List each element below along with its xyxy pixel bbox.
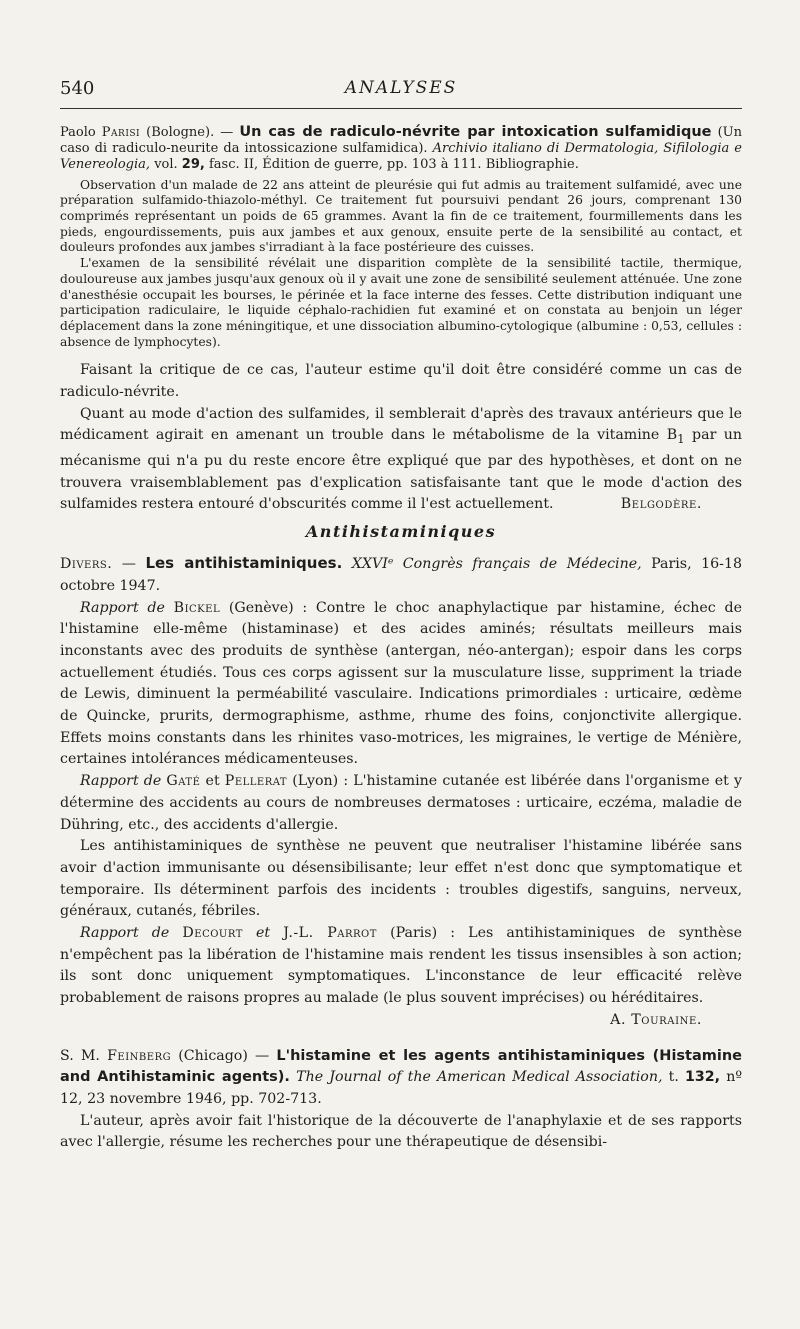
article-1-paragraph-4-a: Quant au mode d'action des sulfamides, il semblerait d'après des travaux antérieurs que le médicament agirait en amenant un trouble dans le métabolisme de la vitamine B xyxy=(60,405,742,444)
article-2-report-1-text: (Genève) : Contre le choc anaphylactique par histamine, échec de l'histamine elle-même (histaminase) et des acides aminés; résultats meilleurs mais inconstants avec des produits de synthèse (antergan, néo-antergan); espoir dans les corps actuellement étudiés. Tous ces corps agissent sur la musculature lisse, suppriment la triade de Lewis, diminuent la perméabilité vasculaire. Indications primordiales : urticaire, œdème de Quincke, prurits, dermographisme, asthme, rhume des foins, conjonctivite allergique. Effets moins constants dans les rhinites vaso-motrices, les migraines, le vertige de Ménière, certaines intolérances médicamenteuses. xyxy=(60,599,742,768)
article-1-title: Un cas de radiculo-névrite par intoxication sulfamidique xyxy=(239,124,712,140)
article-2-place-date: Paris, 16-18 octobre 1947. xyxy=(60,556,742,594)
article-1-location: (Bologne). — xyxy=(146,125,234,140)
article-3-reference xyxy=(60,1046,742,1111)
article-2-dash: — xyxy=(112,556,146,573)
section-heading: Antihistaminiques xyxy=(305,522,497,542)
article-3-author-initials: S. M. xyxy=(60,1047,100,1064)
article-2-report-3-text: (Paris) : Les antihistaminiques de synthèse n'empêchent pas la libération de l'histamine mais rendent les tissus insensibles à son action; ils sont donc uniquement symptomatiques. L'inconstance de leur efficacité relève probablement de raisons propres au malade (le plus souvent imprécises) ou héréditaires. xyxy=(60,925,742,1007)
article-2-author: Divers. xyxy=(60,556,113,573)
article-1-subscript: 1 xyxy=(677,432,685,447)
article-2-report-3-label: Rapport de xyxy=(80,925,170,942)
article-1-reference xyxy=(60,124,742,174)
article-2-congress: XXVIᵉ Congrès français de Médecine, xyxy=(351,556,642,573)
article-3-vol-label: t. xyxy=(668,1069,679,1086)
article-2-report-2-label: Rapport xyxy=(80,773,139,790)
article-3-journal: The Journal of the American Medical Association, xyxy=(296,1069,663,1086)
article-1-volume: 29, xyxy=(181,157,205,173)
article-2-report-2-text: (Lyon) : L'histamine cutanée est libérée dans l'organisme et y détermine des accidents au cours de nombreuses dermatoses : urticaire, eczéma, maladie de Dühring, etc., des accidents d'allergie. xyxy=(60,773,742,833)
article-2-report-3 xyxy=(60,923,742,1028)
article-3-paragraph-1: L'auteur, après avoir fait l'historique de la découverte de l'anaphylaxie et de ses rapports avec l'allergie, résume les recherches pour une thérapeutique de désensibi- xyxy=(60,1112,742,1151)
article-1-journal: Archivio italiano di Dermatologia, Sifilologia e Venereologia, xyxy=(60,141,742,173)
article-2-reference xyxy=(60,553,742,597)
article-1-issue: fasc. II, Édition de guerre, pp. 103 à 111. Bibliographie. xyxy=(208,157,579,173)
article-2-report-3-and: et xyxy=(256,925,271,942)
article-1-paragraph-1: Observation d'un malade de 22 ans atteint de pleurésie qui fut admis au traitement sulfamidé, avec une préparation sulfamido-thiazolo-méthyl. Ce traitement fut poursuivi pendant 26 jours, comprenant 130 comprimés représentant un poids de 65 grammes. Avant la fin de ce traitement, fourmillements dans les pieds, engourdissements, puis aux jambes et aux genoux, ensuite perte de la sensibilité au contact, et douleurs profondes aux jambes s'irradiant à la face postérieure des cuisses. xyxy=(60,177,742,255)
article-2-report-1-label: Rapport de xyxy=(80,599,165,616)
article-2-report-3-name-2: J.-L. Parrot xyxy=(283,925,377,942)
page-number: 540 xyxy=(60,78,95,99)
article-3-author-last: Feinberg xyxy=(107,1047,172,1064)
article-1-vol-label: vol. xyxy=(154,157,178,173)
article-1-paragraph-4 xyxy=(60,404,742,516)
article-2-report-2 xyxy=(60,771,742,836)
article-3-volume: 132, xyxy=(685,1069,721,1086)
article-2-report-1 xyxy=(60,598,742,772)
article-2-report-2-name-1: Gaté xyxy=(166,773,201,790)
article-1-paragraph-2: L'examen de la sensibilité révélait une disparition complète de la sensibilité tactile, thermique, douloureuse aux jambes jusqu'aux genoux où il y avait une zone de sensibilité seulement atténuée. Une zone d'anesthésie occupait les bourses, le périnée et la face interne des fesses. Cette distribution indiquant une participation radiculaire, le liquide céphalo-rachidien fut examiné et on constata au benjoin un léger déplacement dans la zone méningitique, et une dissociation albumino-cytologique (albumine : 0,53, cellules : absence de lymphocytes). xyxy=(60,256,742,349)
article-3-issue: nº 12, 23 novembre 1946, pp. 702-713. xyxy=(60,1069,742,1107)
article-2-report-2-of: de xyxy=(143,773,162,790)
article-2-title: Les antihistaminiques. xyxy=(145,554,343,573)
article-2-report-2-and: et xyxy=(205,773,220,790)
article-2-signature: A. Touraine. xyxy=(610,1011,702,1028)
article-2-report-1-name: Bickel xyxy=(173,599,221,616)
article-1-author-last: Parisi xyxy=(101,125,141,140)
article-2-report-3-name-1: Decourt xyxy=(182,925,243,942)
article-1-translation: (Un caso di radiculo-neurite da intossicazione sulfamidica). xyxy=(60,125,742,157)
article-2-report-2-name-2: Pellerat xyxy=(224,773,288,790)
article-3-location: (Chicago) — xyxy=(178,1047,270,1064)
running-title: ANALYSES xyxy=(344,78,458,98)
page-header xyxy=(60,78,742,109)
page-content xyxy=(60,124,742,1154)
article-1-paragraph-4-b: par un mécanisme qui n'a pu du reste encore être expliqué que par des hypothèses, et dont on ne trouvera vraisemblablement pas d'explication satisfaisante tant que le mode d'action des sulfamides restera entouré d'obscurités comme il l'est actuellement. xyxy=(60,427,742,513)
article-3-title: L'histamine et les agents antihistaminiques (Histamine and Antihistaminic agents). xyxy=(60,1047,742,1086)
article-1-signature: Belgodère. xyxy=(620,496,702,513)
article-1-author-first: Paolo xyxy=(60,125,96,140)
article-1-paragraph-3: Faisant la critique de ce cas, l'auteur estime qu'il doit être considéré comme un cas de radiculo-névrite. xyxy=(60,362,742,401)
article-2-report-2-paragraph-2: Les antihistaminiques de synthèse ne peuvent que neutraliser l'histamine libérée sans avoir d'action immunisante ou désensibilisante; leur effet n'est donc que symptomatique et temporaire. Ils déterminent parfois des incidents : troubles digestifs, sanguins, nerveux, généraux, cutanés, fébriles. xyxy=(60,838,742,920)
